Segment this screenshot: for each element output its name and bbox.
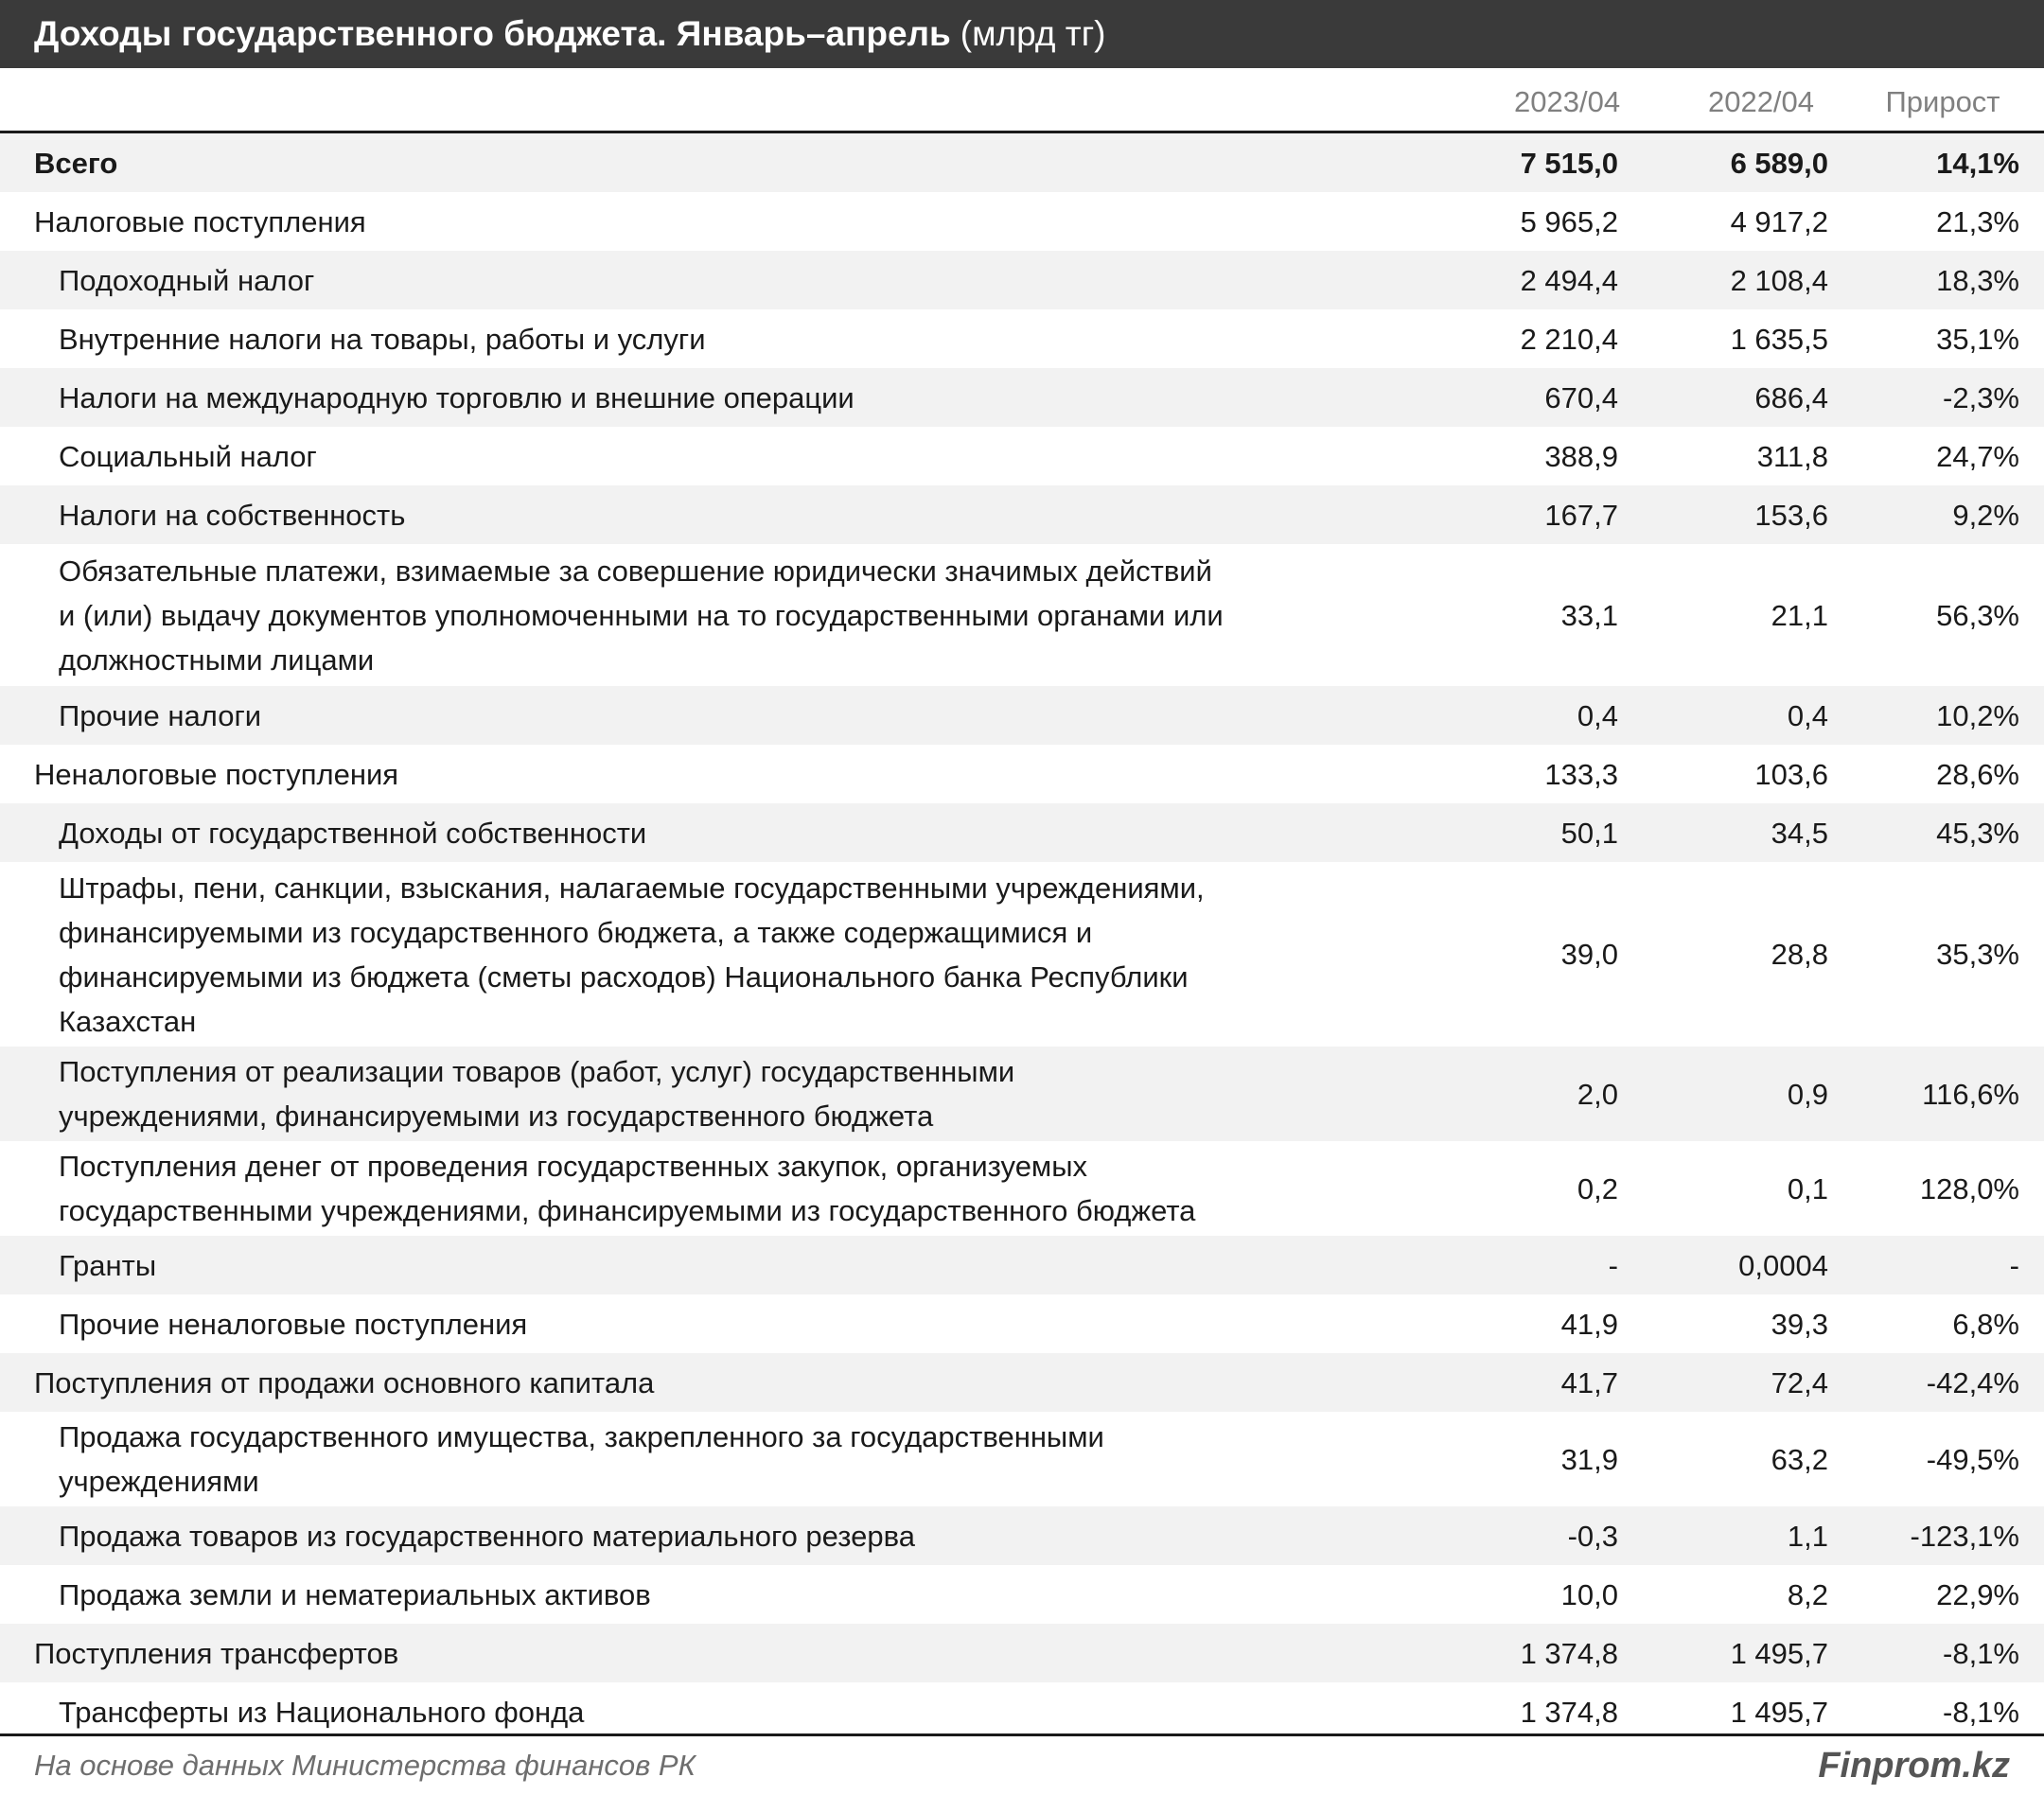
value-2022: 0,0004 — [1738, 1248, 1828, 1282]
value-2023: 31,9 — [1560, 1442, 1618, 1476]
row-label: Трансферты из Национального фонда — [59, 1695, 585, 1729]
value-2023: - — [1608, 1248, 1618, 1282]
row-label: Налоговые поступления — [34, 204, 366, 238]
value-2023: 133,3 — [1544, 757, 1618, 791]
row-label: Налоги на международную торговлю и внешние операции — [59, 380, 855, 414]
value-2023: 0,2 — [1577, 1171, 1618, 1205]
value-growth: 9,2% — [1952, 498, 2019, 532]
value-2022: 0,4 — [1787, 698, 1828, 732]
table-row — [0, 1141, 2044, 1236]
value-2023: 41,9 — [1560, 1307, 1618, 1341]
table-row — [0, 862, 2044, 1047]
value-growth: 45,3% — [1936, 816, 2019, 850]
value-2023: 1 374,8 — [1520, 1636, 1618, 1670]
table-row — [0, 192, 2044, 251]
value-2022: 1 495,7 — [1730, 1695, 1828, 1729]
table-row — [0, 1506, 2044, 1565]
value-growth: -8,1% — [1943, 1636, 2019, 1670]
value-2023: 33,1 — [1560, 598, 1618, 632]
table-row — [0, 427, 2044, 485]
value-2023: 670,4 — [1544, 380, 1618, 414]
value-2023: 39,0 — [1560, 938, 1618, 971]
value-2022: 0,9 — [1787, 1077, 1828, 1111]
value-2022: 63,2 — [1771, 1442, 1828, 1476]
value-2022: 34,5 — [1771, 816, 1828, 850]
value-2023: 50,1 — [1560, 816, 1618, 850]
row-label: Прочие налоги — [59, 698, 262, 732]
table-row — [0, 1412, 2044, 1506]
value-2022: 686,4 — [1754, 380, 1828, 414]
value-2023: -0,3 — [1567, 1519, 1618, 1553]
footer — [0, 1733, 2044, 1795]
value-growth: -42,4% — [1926, 1365, 2019, 1399]
column-header-row — [0, 74, 2044, 133]
value-2022: 103,6 — [1754, 757, 1828, 791]
value-2022: 21,1 — [1771, 598, 1828, 632]
table-row — [0, 803, 2044, 862]
row-label: Прочие неналоговые поступления — [59, 1307, 528, 1341]
table-row — [0, 309, 2044, 368]
value-growth: 22,9% — [1936, 1577, 2019, 1611]
row-label: Продажа земли и нематериальных активов — [59, 1577, 651, 1611]
value-2023: 41,7 — [1560, 1365, 1618, 1399]
table-row — [0, 1236, 2044, 1294]
row-label: Поступления денег от проведения государственных закупок, организуемых государственными учреждениями, финансируемыми из государственного бюджета — [59, 1150, 1196, 1227]
table-row — [0, 745, 2044, 803]
row-label: Внутренние налоги на товары, работы и услуги — [59, 322, 706, 356]
row-label: Поступления трансфертов — [34, 1636, 399, 1670]
value-2022: 1 495,7 — [1730, 1636, 1828, 1670]
row-label: Гранты — [59, 1248, 157, 1282]
table-body — [0, 133, 2044, 1741]
row-label: Поступления от реализации товаров (работ, услуг) государственными учреждениями, финансируемыми из государственного бюджета — [59, 1055, 1015, 1133]
row-label: Всего — [34, 146, 118, 180]
table-row — [0, 1682, 2044, 1741]
value-2022: 6 589,0 — [1730, 146, 1828, 180]
row-label: Штрафы, пени, санкции, взыскания, налагаемые государственными учреждениями, финансируемыми из государственного бюджета, а также содержащимися и финансируемыми из бюджета (сметы расходов) Национального банка Республики Казахстан — [59, 871, 1205, 1038]
value-growth: 24,7% — [1936, 439, 2019, 473]
value-growth: - — [2009, 1248, 2019, 1282]
row-label: Социальный налог — [59, 439, 317, 473]
row-label: Доходы от государственной собственности — [59, 816, 647, 850]
value-growth: 128,0% — [1919, 1171, 2019, 1205]
value-growth: -49,5% — [1926, 1442, 2019, 1476]
value-2023: 0,4 — [1577, 698, 1618, 732]
value-2023: 10,0 — [1560, 1577, 1618, 1611]
value-2022: 311,8 — [1756, 439, 1828, 473]
value-growth: 28,6% — [1936, 757, 2019, 791]
source-note: На основе данных Министерства финансов РК — [34, 1749, 696, 1782]
value-2022: 1,1 — [1787, 1519, 1828, 1553]
value-growth: 18,3% — [1936, 263, 2019, 297]
table-row — [0, 1353, 2044, 1412]
value-2023: 5 965,2 — [1520, 204, 1618, 238]
header-growth: Прирост — [1885, 85, 2000, 118]
value-growth: 35,1% — [1936, 322, 2019, 356]
value-2023: 7 515,0 — [1520, 146, 1618, 180]
table-row — [0, 686, 2044, 745]
row-label: Неналоговые поступления — [34, 757, 399, 791]
value-2022: 39,3 — [1771, 1307, 1828, 1341]
value-2022: 28,8 — [1771, 938, 1828, 971]
row-label: Продажа государственного имущества, закрепленного за государственными учреждениями — [59, 1420, 1104, 1498]
value-2023: 2,0 — [1577, 1077, 1618, 1111]
header-2022: 2022/04 — [1707, 85, 1815, 118]
row-label: Обязательные платежи, взимаемые за совершение юридически значимых действий и (или) выдачу документов уполномоченными на то государственными органами или должностными лицами — [59, 554, 1224, 677]
row-label: Продажа товаров из государственного материального резерва — [59, 1519, 915, 1553]
value-growth: -123,1% — [1910, 1519, 2019, 1553]
row-label: Налоги на собственность — [59, 498, 406, 532]
table-row — [0, 485, 2044, 544]
table-row — [0, 133, 2044, 192]
table-row — [0, 544, 2044, 686]
table-row — [0, 251, 2044, 309]
value-2022: 0,1 — [1787, 1171, 1828, 1205]
value-growth: 116,6% — [1922, 1077, 2019, 1111]
table-row — [0, 1565, 2044, 1624]
table-row — [0, 368, 2044, 427]
value-2023: 2 210,4 — [1520, 322, 1618, 356]
value-2022: 153,6 — [1754, 498, 1828, 532]
value-2022: 8,2 — [1787, 1577, 1828, 1611]
title-bar — [0, 0, 2044, 68]
table-row — [0, 1294, 2044, 1353]
value-growth: -8,1% — [1943, 1695, 2019, 1729]
value-2023: 167,7 — [1544, 498, 1618, 532]
value-2023: 388,9 — [1544, 439, 1618, 473]
table-row — [0, 1047, 2044, 1141]
value-growth: 6,8% — [1952, 1307, 2019, 1341]
table-unit: (млрд тг) — [960, 14, 1106, 53]
value-growth: 56,3% — [1936, 598, 2019, 632]
value-2022: 2 108,4 — [1730, 263, 1828, 297]
header-2023: 2023/04 — [1514, 85, 1621, 118]
value-growth: 10,2% — [1936, 698, 2019, 732]
value-growth: 21,3% — [1936, 204, 2019, 238]
table-title: Доходы государственного бюджета. Январь–апрель — [34, 14, 951, 53]
value-growth: 14,1% — [1936, 146, 2019, 180]
value-growth: 35,3% — [1936, 938, 2019, 971]
row-label: Поступления от продажи основного капитала — [34, 1365, 655, 1399]
value-2023: 2 494,4 — [1520, 263, 1618, 297]
row-label: Подоходный налог — [59, 263, 315, 297]
table-row — [0, 1624, 2044, 1682]
value-2022: 72,4 — [1771, 1365, 1828, 1399]
value-2022: 4 917,2 — [1730, 204, 1828, 238]
value-2022: 1 635,5 — [1730, 322, 1828, 356]
value-growth: -2,3% — [1943, 380, 2019, 414]
value-2023: 1 374,8 — [1520, 1695, 1618, 1729]
brand-logo: Finprom.kz — [1818, 1745, 2010, 1786]
